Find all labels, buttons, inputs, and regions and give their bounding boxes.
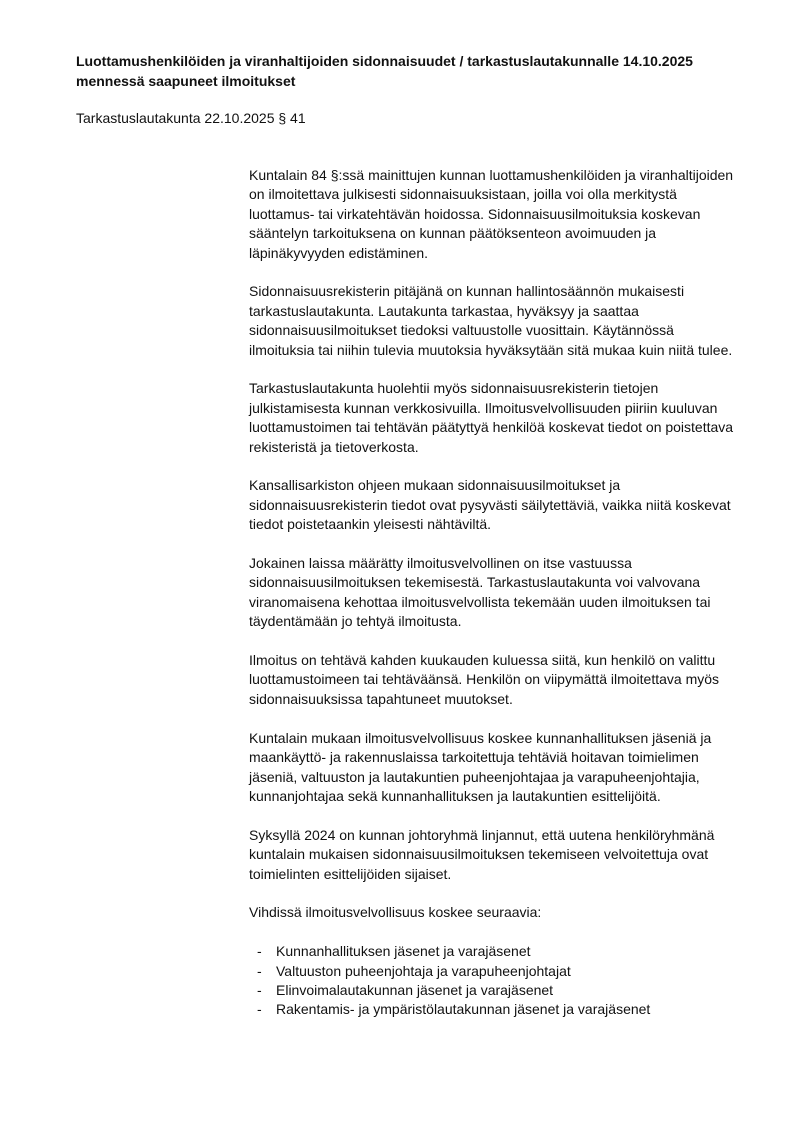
paragraph: Kuntalain 84 §:ssä mainittujen kunnan luottamushenkilöiden ja viranhaltijoiden on ilmoitettava julkisesti sidonnaisuuksistaan, joilla voi olla merkitystä luottamus- tai virkatehtävän hoidossa. Sidonnaisuusilmoituksia koskevan sääntelyn tarkoituksena on kunnan päätöksenteon avoimuuden ja läpinäkyvyyden edistäminen. xyxy=(249,167,734,261)
list-item: - Rakentamis- ja ympäristölautakunnan jäsenet ja varajäsenet xyxy=(249,1000,741,1019)
paragraph: Tarkastuslautakunta huolehtii myös sidonnaisuusrekisterin tietojen julkistamisesta kunnan verkkosivuilla. Ilmoitusvelvollisuuden piiriin kuuluvan luottamustoimen tai tehtävän päätyttyä henkilöä koskevat tiedot on poistettava rekisteristä ja tietoverkosta. xyxy=(249,380,734,455)
paragraph: Jokainen laissa määrätty ilmoitusvelvollinen on itse vastuussa sidonnaisuusilmoituksen tekemisestä. Tarkastuslautakunta voi valvovana viranomaisena kehottaa ilmoitusvelvollista tekemään uuden ilmoituksen tai täydentämään jo tehtyä ilmoitusta. xyxy=(249,555,711,630)
meeting-reference: Tarkastuslautakunta 22.10.2025 § 41 xyxy=(76,110,306,126)
document-body xyxy=(249,166,741,1020)
paragraph: Vihdissä ilmoitusvelvollisuus koskee seuraavia: xyxy=(249,904,542,921)
paragraph: Ilmoitus on tehtävä kahden kuukauden kuluessa siitä, kun henkilö on valittu luottamustoimeen tai tehtäväänsä. Henkilön on viipymättä ilmoitettava myös sidonnaisuuksissa tapahtuneet muutokset. xyxy=(249,652,720,707)
list-item: - Valtuuston puheenjohtaja ja varapuheenjohtajat xyxy=(249,962,741,981)
paragraph: Syksyllä 2024 on kunnan johtoryhmä linjannut, että uutena henkilöryhmänä kuntalain mukaisen sidonnaisuusilmoituksen tekemiseen velvoitettuja ovat toimielinten esittelijöiden sijaiset. xyxy=(249,826,715,882)
paragraph: Sidonnaisuusrekisterin pitäjänä on kunnan hallintosäännön mukaisesti tarkastuslautakunta. Lautakunta tarkastaa, hyväksyy ja saattaa sidonnaisuusilmoitukset tiedoksi valtuustolle vuosittain. Käytännössä ilmoituksia tai niihin tulevia muutoksia hyväksytään sitä mukaa kuin niitä tulee. xyxy=(249,283,733,358)
paragraph: Kuntalain mukaan ilmoitusvelvollisuus koskee kunnanhallituksen jäseniä ja maankäyttö- ja rakennuslaissa tarkoitettuja tehtäviä hoitavan toimielimen jäseniä, valtuuston ja lautakuntien puheenjohtajaa ja varapuheenjohtajia, kunnanjohtajaa sekä kunnanhallituksen ja lautakuntien esittelijöitä. xyxy=(249,729,712,804)
list-item: - Elinvoimalautakunnan jäsenet ja varajäsenet xyxy=(249,981,741,1000)
document-title: Luottamushenkilöiden ja viranhaltijoiden sidonnaisuudet / tarkastuslautakunnalle 14.10.2025 mennessä saapuneet ilmoitukset xyxy=(76,53,693,89)
paragraph: Kansallisarkiston ohjeen mukaan sidonnaisuusilmoitukset ja sidonnaisuusrekisterin tiedot ovat pysyvästi säilytettäviä, vaikka niitä koskevat tiedot poistetaankin yleisesti nähtäviltä. xyxy=(249,477,731,533)
obligated-groups-list xyxy=(249,942,741,1020)
list-item: - Kunnanhallituksen jäsenet ja varajäsenet xyxy=(249,942,741,961)
